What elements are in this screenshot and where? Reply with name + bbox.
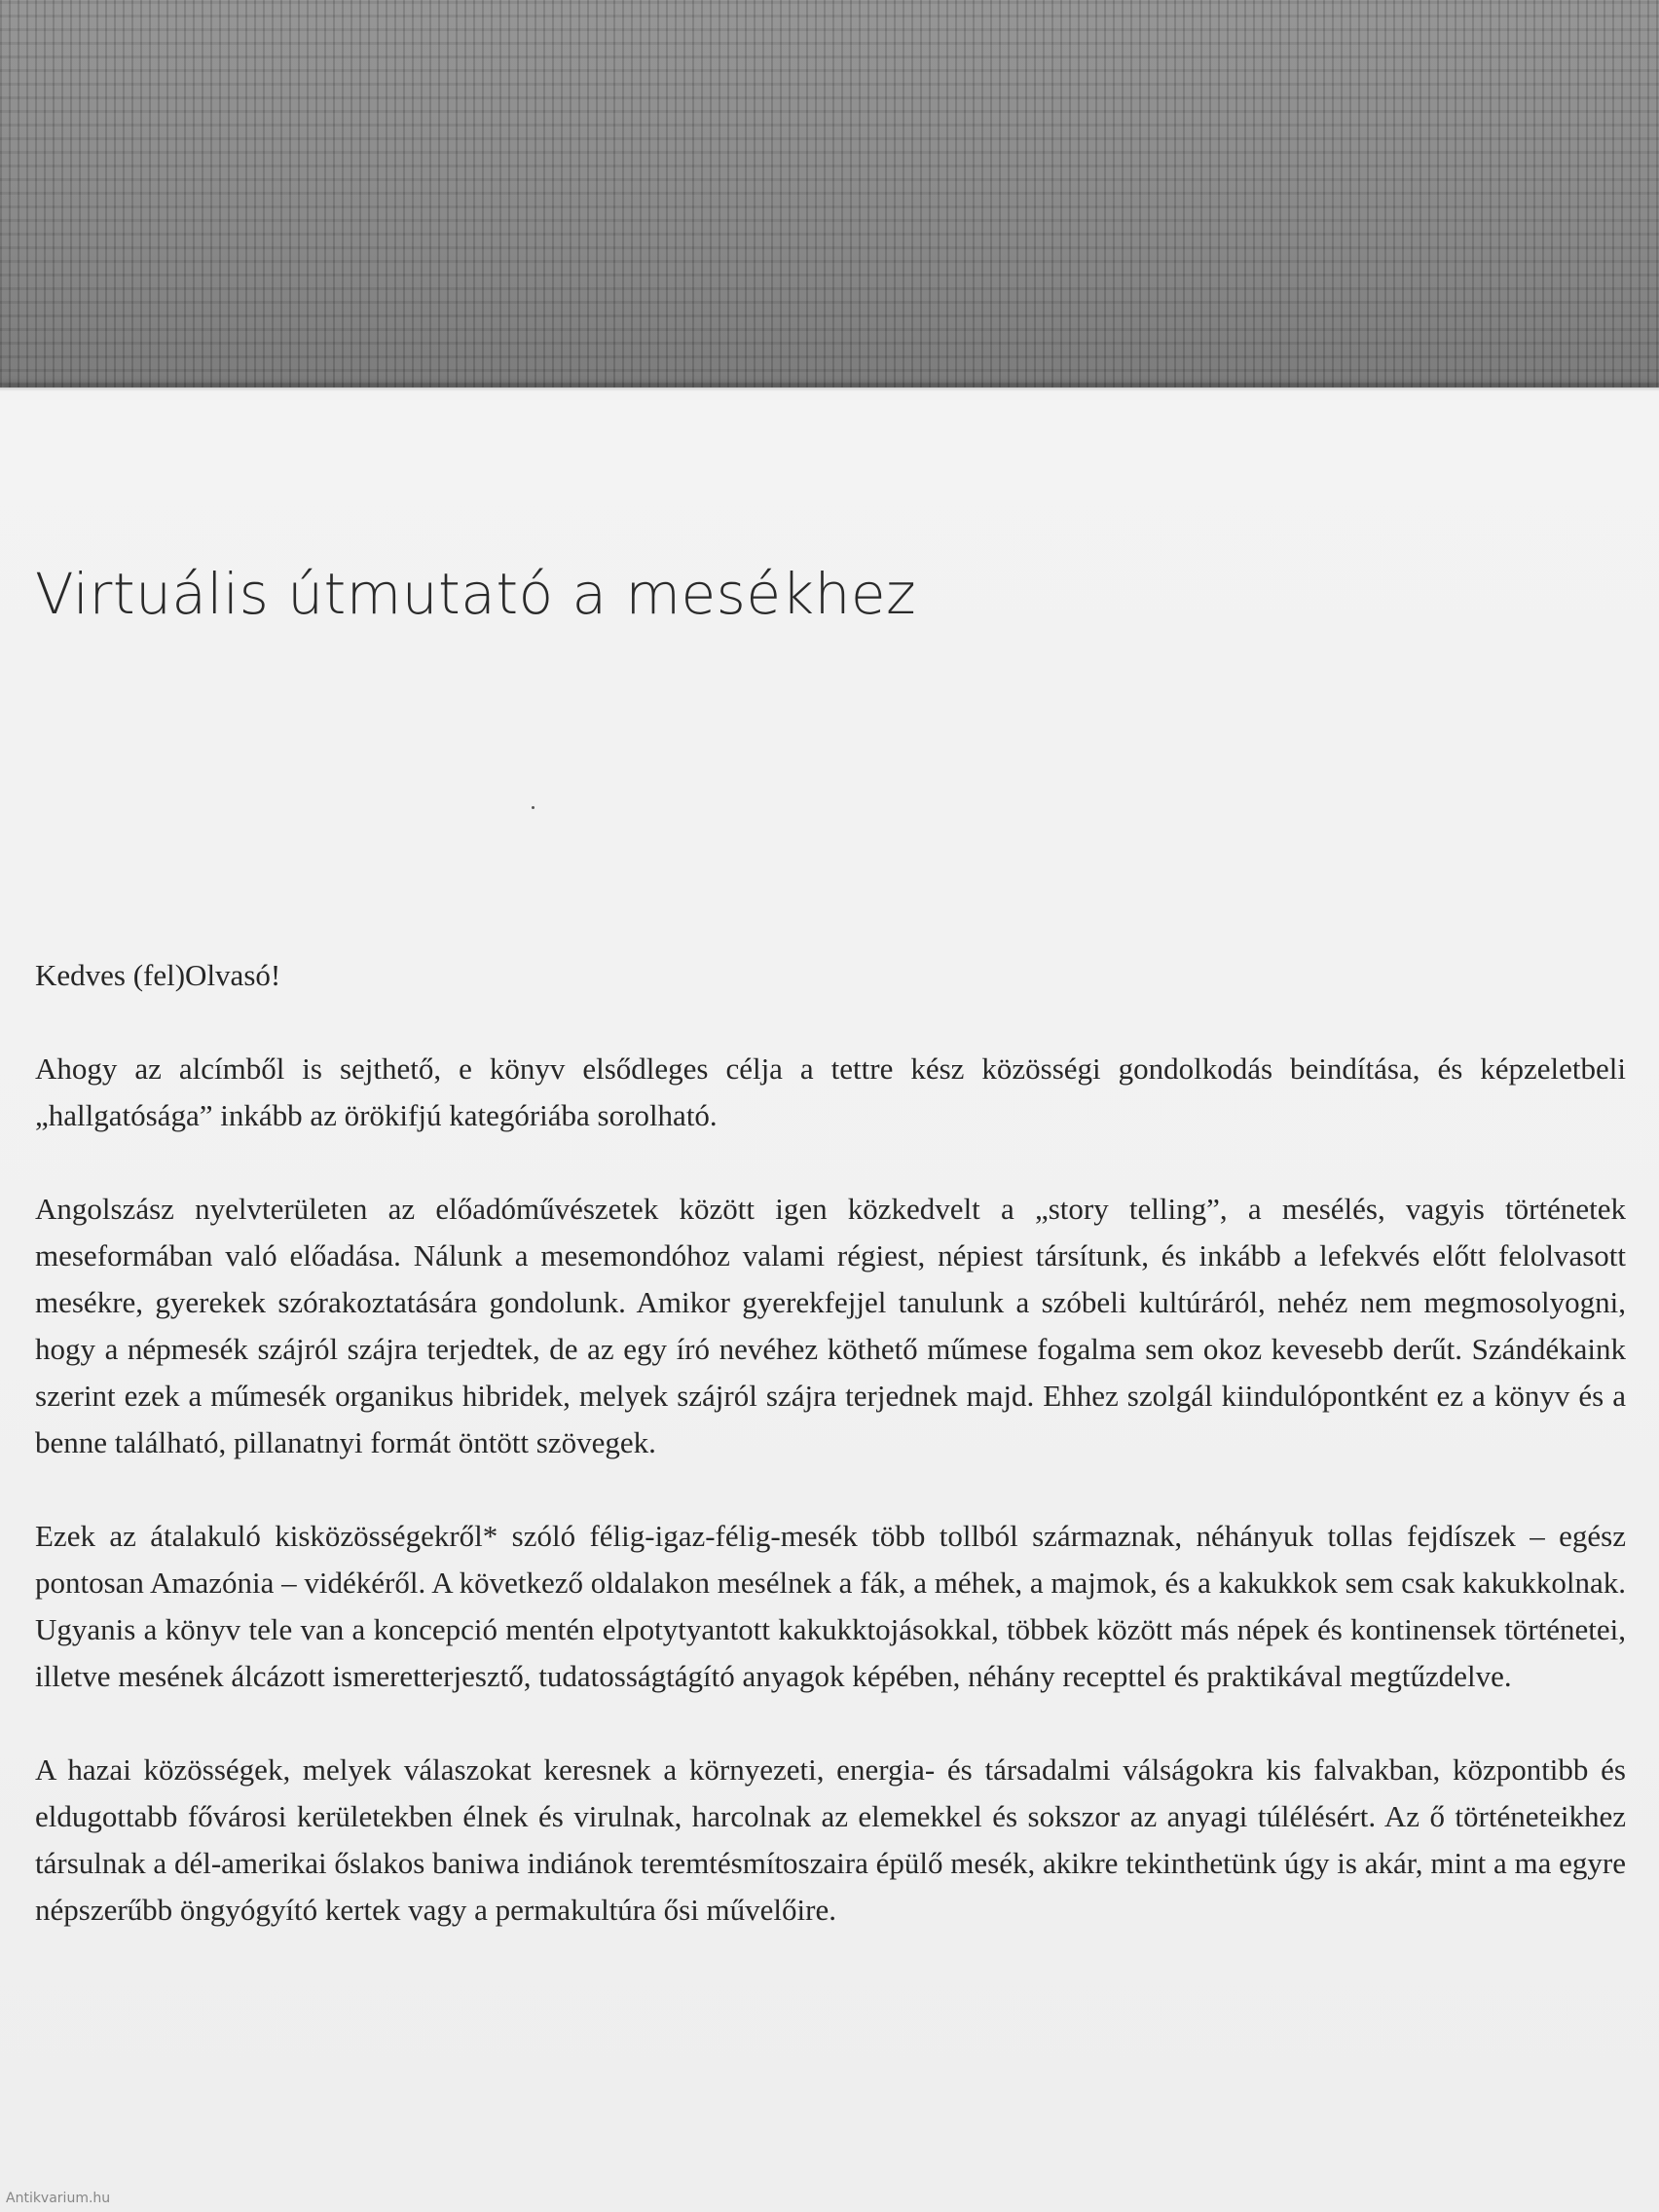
body-text [35,952,1626,1980]
background-surface [0,0,1659,399]
paragraph-1: Ahogy az alcímből is sejthető, e könyv elsődleges célja a tettre kész közösségi gondolkodás beindítása, és képzeletbeli „hallgatósága” inkább az örökifjú kategóriába sorolható. [35,1051,1626,1132]
paragraph-4: A hazai közösségek, melyek válaszokat keresnek a környezeti, energia- és társadalmi válságokra kis falvakban, központibb és eldugottabb fővárosi kerületekben élnek és virulnak, harcolnak az elemekkel és sokszor az anyagi túlélésért. Az ő történeteikhez társulnak a dél-amerikai őslakos baniwa indiánok teremtésmítoszaira épülő mesék, akikre tekinthetünk úgy is akár, mint a ma egyre népszerűbb öngyógyító kertek vagy a permakultúra ősi művelőire. [35,1752,1626,1927]
paragraph-3: Ezek az átalakuló kisközösségekről* szóló félig-igaz-félig-mesék több tollból származnak, néhányuk tollas fejdíszek – egész pontosan Amazónia – vidékéről. A következő oldalakon mesélnek a fák, a méhek, a majmok, és a kakukkok sem csak kakukkolnak. Ugyanis a könyv tele van a koncepció mentén elpotytyantott kakukktojásokkal, többek között más népek és kontinensek történetei, illetve mesének álcázott ismeretterjesztő, tudatosságtágító anyagok képében, néhány recepttel és praktikával megtűzdelve. [35,1519,1626,1693]
greeting: Kedves (fel)Olvasó! [35,958,281,992]
paper-speck [532,806,535,809]
book-page [0,387,1659,2212]
page-edge [0,387,1659,391]
paragraph-2: Angolszász nyelvterületen az előadóművészetek között igen közkedvelt a „story telling”, a mesélés, vagyis történetek meseformában való előadása. Nálunk a mesemondóhoz valami régiest, népiest társítunk, és inkább a lefekvés előtt felolvasott mesékre, gyerekek szórakoztatására gondolunk. Amikor gyerekfejjel tanulunk a szóbeli kultúráról, nehéz nem megmosolyogni, hogy a népmesék szájról szájra terjedtek, de az egy író nevéhez köthető műmese fogalma sem okoz kevesebb derűt. Szándékaink szerint ezek a műmesék organikus hibridek, melyek szájról szájra terjednek majd. Ehhez szolgál kiindulópontként ez a könyv és a benne található, pillanatnyi formát öntött szövegek. [35,1192,1626,1459]
page-title: Virtuális útmutató a mesékhez [35,561,917,627]
watermark: Antikvarium.hu [6,2191,111,2206]
